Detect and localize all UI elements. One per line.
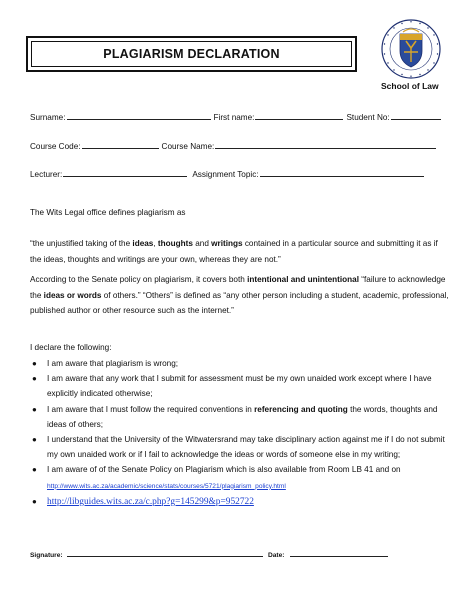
- signature-row: [30, 549, 264, 559]
- date-field[interactable]: [290, 549, 388, 557]
- list-item: ● I am aware that plagiarism is wrong;: [30, 356, 450, 371]
- senate-policy-paragraph: According to the Senate policy on plagiarism, it covers both intentional and unintentional “failure to acknowledge the ideas or words of others.” “Others” is defined as “any other person including a student, academic, professional, published author or other resource such as the internet.”: [30, 275, 449, 316]
- declaration-intro: I declare the following:: [30, 343, 112, 352]
- assignment-topic-label: Assignment Topic:: [192, 170, 259, 179]
- bullet-icon: ●: [32, 359, 37, 368]
- school-name: School of Law: [381, 81, 439, 91]
- list-item: ● I am aware of of the Senate Policy on Plagiarism which is also available from Room LB 41 and on http://www.wits.ac.za/academic/science/stats/courses/5721/plagiarism_policy.html: [30, 462, 450, 493]
- date-label: Date:: [268, 552, 285, 559]
- bullet-icon: ●: [32, 435, 37, 445]
- list-item: ● I am aware that any work that I submit for assessment must be my own unaided work except where I have explicitly indicated otherwise;: [30, 371, 450, 401]
- assignment-topic-field[interactable]: [260, 167, 424, 177]
- date-row: [268, 549, 389, 559]
- list-item: [30, 494, 450, 510]
- title-box: [26, 36, 357, 72]
- list-item: ● I am aware that I must follow the required conventions in referencing and quoting the words, thoughts and ideas of others;: [30, 402, 450, 432]
- field-row-lecturer: [30, 167, 425, 179]
- lecturer-label: Lecturer:: [30, 170, 63, 179]
- senate-policy-link[interactable]: http://www.wits.ac.za/academic/science/stats/courses/5721/plagiarism_policy.html: [47, 482, 286, 490]
- first-name-field[interactable]: [255, 110, 343, 120]
- page-title: PLAGIARISM DECLARATION: [103, 47, 280, 61]
- bullet-icon: ●: [32, 496, 37, 506]
- student-no-label: Student No:: [346, 113, 390, 122]
- course-name-label: Course Name:: [161, 142, 215, 151]
- bullet-icon: ●: [32, 374, 37, 384]
- signature-field[interactable]: [67, 549, 263, 557]
- course-code-field[interactable]: [82, 139, 159, 149]
- first-name-label: First name:: [213, 113, 255, 122]
- field-row-names: [30, 110, 442, 122]
- surname-field[interactable]: [67, 110, 211, 120]
- libguides-link[interactable]: http://libguides.wits.ac.za/c.php?g=145299&p=952722: [47, 496, 254, 507]
- bullet-icon: ●: [32, 465, 37, 475]
- university-crest-icon: [379, 18, 443, 80]
- course-code-label: Course Code:: [30, 142, 81, 151]
- definition-intro: The Wits Legal office defines plagiarism as: [30, 208, 186, 217]
- student-no-field[interactable]: [391, 110, 441, 120]
- field-row-course: [30, 139, 437, 151]
- course-name-field[interactable]: [215, 139, 436, 149]
- list-item: ● I understand that the University of the Witwatersrand may take disciplinary action against me if I do not submit my own unaided work or if I fail to acknowledge the ideas or words of someone else in my writing;: [30, 432, 450, 462]
- declaration-list: [30, 356, 450, 510]
- signature-label: Signature:: [30, 552, 63, 559]
- lecturer-field[interactable]: [63, 167, 187, 177]
- bullet-icon: ●: [32, 404, 37, 414]
- surname-label: Surname:: [30, 113, 66, 122]
- title-box-inner: [31, 41, 352, 67]
- definition-quote: “the unjustified taking of the ideas, thoughts and writings contained in a particular source and submitting it as if the ideas, thoughts and writings are your own, whereas they are not.”: [30, 239, 438, 264]
